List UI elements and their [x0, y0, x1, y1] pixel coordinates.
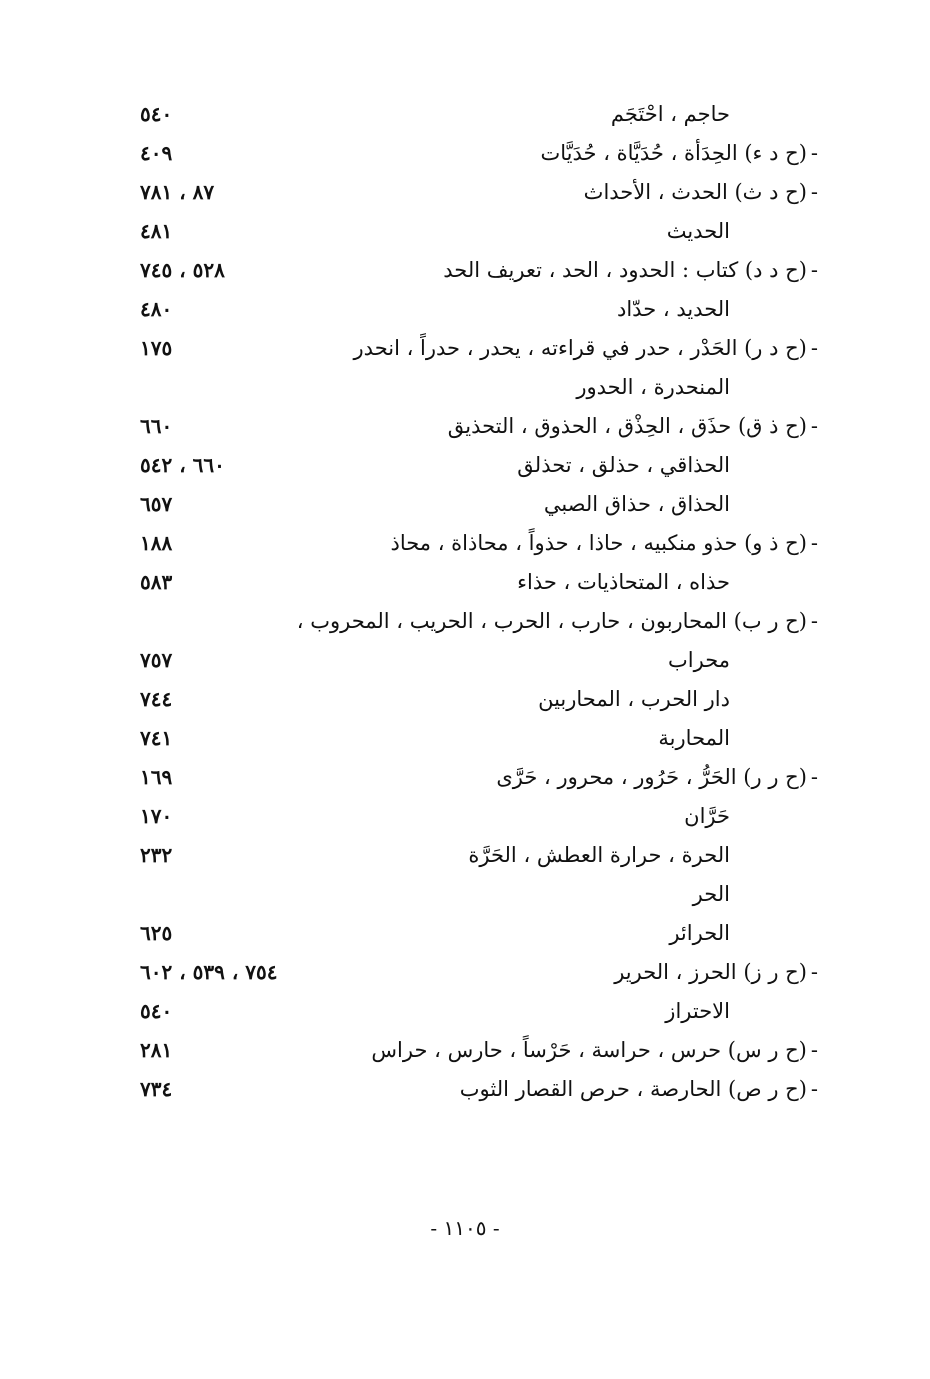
entry-term	[354, 329, 818, 368]
entry-page-refs: ٧٤٤	[140, 687, 173, 711]
index-entry	[0, 563, 930, 602]
entry-dash: -	[810, 960, 818, 984]
index-entry	[0, 212, 930, 251]
entry-page-refs: ٦٦٠	[140, 414, 173, 438]
index-entry	[0, 953, 930, 992]
index-entry	[0, 251, 930, 290]
entry-page-refs: ٧٥٧	[140, 648, 173, 672]
entry-page-refs: ١٧٥	[140, 336, 173, 360]
entry-term	[448, 407, 818, 446]
index-entry	[0, 836, 930, 875]
entry-term-text: (ح ر س) حرس ، حراسة ، حَرْساً ، حارس ، حراس	[371, 1038, 807, 1062]
index-entry	[0, 485, 930, 524]
entry-term-text: (ح ر ز) الحرز ، الحرير	[614, 960, 807, 984]
entry-term-text: (ح د ث) الحدث ، الأحداث	[583, 180, 807, 204]
index-entry	[0, 680, 930, 719]
entry-page-refs: ٥٨٣	[140, 570, 173, 594]
entry-term	[669, 914, 730, 953]
index-entry	[0, 992, 930, 1031]
entry-term-text: الحديد ، حدّاد	[617, 297, 730, 321]
entry-term-text: المنحدرة ، الحدور	[576, 375, 730, 399]
entry-term	[614, 953, 818, 992]
index-entry	[0, 719, 930, 758]
entry-page-refs: ٨٧ ، ٧٨١	[140, 180, 215, 204]
entry-term-text: الحرائر	[669, 921, 730, 945]
index-list	[0, 95, 930, 1109]
entry-term-text: الحذاقي ، حذلق ، تحذلق	[517, 453, 730, 477]
entry-dash: -	[810, 180, 818, 204]
entry-term-text: حَرَّان	[684, 804, 730, 828]
entry-term-text: (ح ر ص) الحارصة ، حرص القصار الثوب	[459, 1077, 807, 1101]
index-entry	[0, 368, 930, 407]
entry-term	[390, 524, 818, 563]
index-entry	[0, 797, 930, 836]
entry-page-refs: ٦٦٠ ، ٥٤٢	[140, 453, 225, 477]
entry-page-refs: ٤٨١	[140, 219, 173, 243]
entry-term-text: (ح ذ و) حذو منكبيه ، حاذا ، حذواً ، محاذاة ، محاذ	[390, 531, 807, 555]
entry-term	[584, 173, 818, 212]
entry-term	[496, 758, 818, 797]
entry-term-text: الحذاق ، حذاق الصبي	[543, 492, 730, 516]
entry-dash: -	[810, 765, 818, 789]
entry-term-text: الحر	[692, 882, 730, 906]
entry-page-refs: ٧٣٤	[140, 1077, 173, 1101]
entry-dash: -	[810, 414, 818, 438]
entry-term-text: (ح ر ر) الحَرُّ ، حَرُور ، محرور ، حَرَّى	[496, 765, 807, 789]
entry-term	[693, 875, 730, 914]
index-entry	[0, 1070, 930, 1109]
entry-term	[576, 368, 730, 407]
index-entry	[0, 95, 930, 134]
entry-term	[611, 95, 730, 134]
index-entry	[0, 758, 930, 797]
index-entry	[0, 446, 930, 485]
entry-term-text: (ح د ر) الحَدْر ، حدر في قراءته ، يحدر ، حدراً ، انحدر	[353, 336, 807, 360]
entry-dash: -	[810, 336, 818, 360]
entry-term-text: الاحتراز	[665, 999, 730, 1023]
entry-page-refs: ٦٢٥	[140, 921, 173, 945]
index-entry	[0, 641, 930, 680]
entry-page-refs: ١٦٩	[140, 765, 173, 789]
entry-term-text: الحديث	[666, 219, 730, 243]
entry-term	[371, 1031, 818, 1070]
entry-page-refs: ٥٢٨ ، ٧٤٥	[140, 258, 225, 282]
entry-term-text: حاجم ، احْتَجَم	[610, 102, 730, 126]
index-entry	[0, 1031, 930, 1070]
entry-term	[460, 1070, 818, 1109]
entry-page-refs: ٦٥٧	[140, 492, 173, 516]
page-number: - ١١٠٥ -	[430, 1216, 500, 1240]
entry-dash: -	[810, 531, 818, 555]
index-entry	[0, 914, 930, 953]
entry-term	[517, 563, 730, 602]
entry-page-refs: ١٧٠	[140, 804, 173, 828]
entry-dash: -	[810, 1077, 818, 1101]
entry-page-refs: ٢٣٢	[140, 843, 173, 867]
entry-term-text: (ح ر ب) المحاربون ، حارب ، الحرب ، الحريب ، المحروب ،	[296, 609, 807, 633]
entry-term-text: حذاه ، المتحاذيات ، حذاء	[517, 570, 730, 594]
entry-page-refs: ٢٨١	[140, 1038, 173, 1062]
index-entry	[0, 290, 930, 329]
index-entry	[0, 602, 930, 641]
entry-term	[665, 992, 730, 1031]
entry-dash: -	[810, 141, 818, 165]
entry-term-text: محراب	[668, 648, 730, 672]
entry-page-refs: ٤٨٠	[140, 297, 173, 321]
entry-term	[468, 836, 730, 875]
entry-term	[667, 212, 730, 251]
entry-page-refs: ٥٤٠	[140, 999, 173, 1023]
entry-term-text: (ح د ء) الحِدَأة ، حُدَيَّاة ، حُدَيَّات	[540, 141, 807, 165]
entry-page-refs: ١٨٨	[140, 531, 173, 555]
entry-page-refs: ٧٥٤ ، ٥٣٩ ، ٦٠٢	[140, 960, 278, 984]
index-entry	[0, 875, 930, 914]
entry-term-text: المحاربة	[658, 726, 730, 750]
entry-term-text: (ح ذ ق) حذَق ، الحِذْق ، الحذوق ، التحذيق	[447, 414, 807, 438]
entry-term-text: الحرة ، حرارة العطش ، الحَرَّة	[468, 843, 730, 867]
entry-page-refs: ٤٠٩	[140, 141, 173, 165]
index-entry	[0, 134, 930, 173]
entry-dash: -	[810, 258, 818, 282]
entry-term	[684, 797, 730, 836]
entry-term	[668, 641, 730, 680]
entry-term	[617, 290, 730, 329]
entry-page-refs: ٥٤٠	[140, 102, 173, 126]
index-entry	[0, 407, 930, 446]
entry-term	[443, 251, 818, 290]
entry-dash: -	[810, 1038, 818, 1062]
entry-term	[538, 680, 730, 719]
index-entry	[0, 524, 930, 563]
entry-term	[297, 602, 818, 641]
index-entry	[0, 329, 930, 368]
entry-term-text: (ح د د) كتاب : الحدود ، الحد ، تعريف الحد	[443, 258, 807, 282]
entry-term	[541, 134, 818, 173]
entry-term-text: دار الحرب ، المحاربين	[538, 687, 730, 711]
index-entry	[0, 173, 930, 212]
entry-dash: -	[810, 609, 818, 633]
entry-page-refs: ٧٤١	[140, 726, 173, 750]
entry-term	[658, 719, 730, 758]
entry-term	[544, 485, 730, 524]
entry-term	[517, 446, 730, 485]
